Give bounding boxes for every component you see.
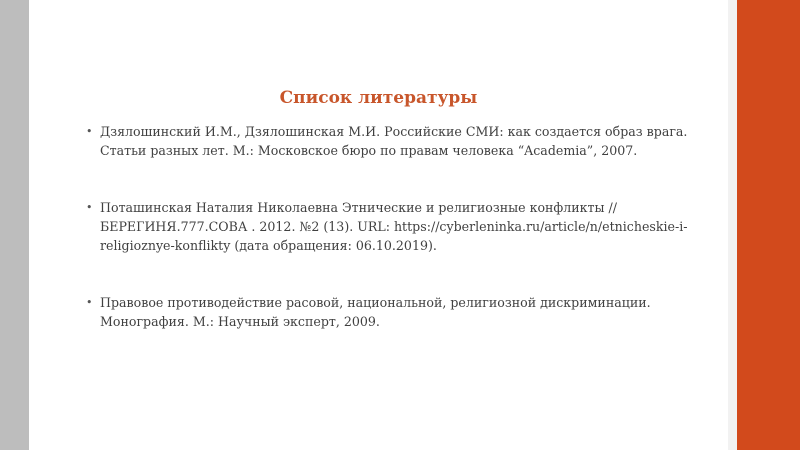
reference-list xyxy=(86,122,696,331)
slide-title: Список литературы xyxy=(279,88,478,108)
reference-text-1: Дзялошинский И.М., Дзялошинская М.И. Российские СМИ: как создается образ врага. Статьи разных лет. М.: Московское бюро по правам человека “Academia”, 2007. xyxy=(100,124,688,158)
right-accent-bar xyxy=(737,0,800,450)
reference-text-2: Поташинская Наталия Николаевна Этнические и религиозные конфликты // БЕРЕГИНЯ.777.СОВА . 2012. №2 (13). URL: https://cyberleninka.ru/article/n/etnicheskie-i-religioznye-konflikty (дата обращения: 06.10.2019). xyxy=(100,200,688,253)
left-decorative-bar xyxy=(0,0,29,450)
right-gap-strip xyxy=(728,0,737,450)
reference-item-1 xyxy=(86,122,696,160)
bullet-icon: • xyxy=(86,125,93,138)
reference-item-3 xyxy=(86,293,696,331)
bullet-icon: • xyxy=(86,296,93,309)
reference-item-2 xyxy=(86,198,696,255)
bullet-icon: • xyxy=(86,201,93,214)
reference-text-3: Правовое противодействие расовой, национальной, религиозной дискриминации. Монография. М.: Научный эксперт, 2009. xyxy=(100,295,651,329)
